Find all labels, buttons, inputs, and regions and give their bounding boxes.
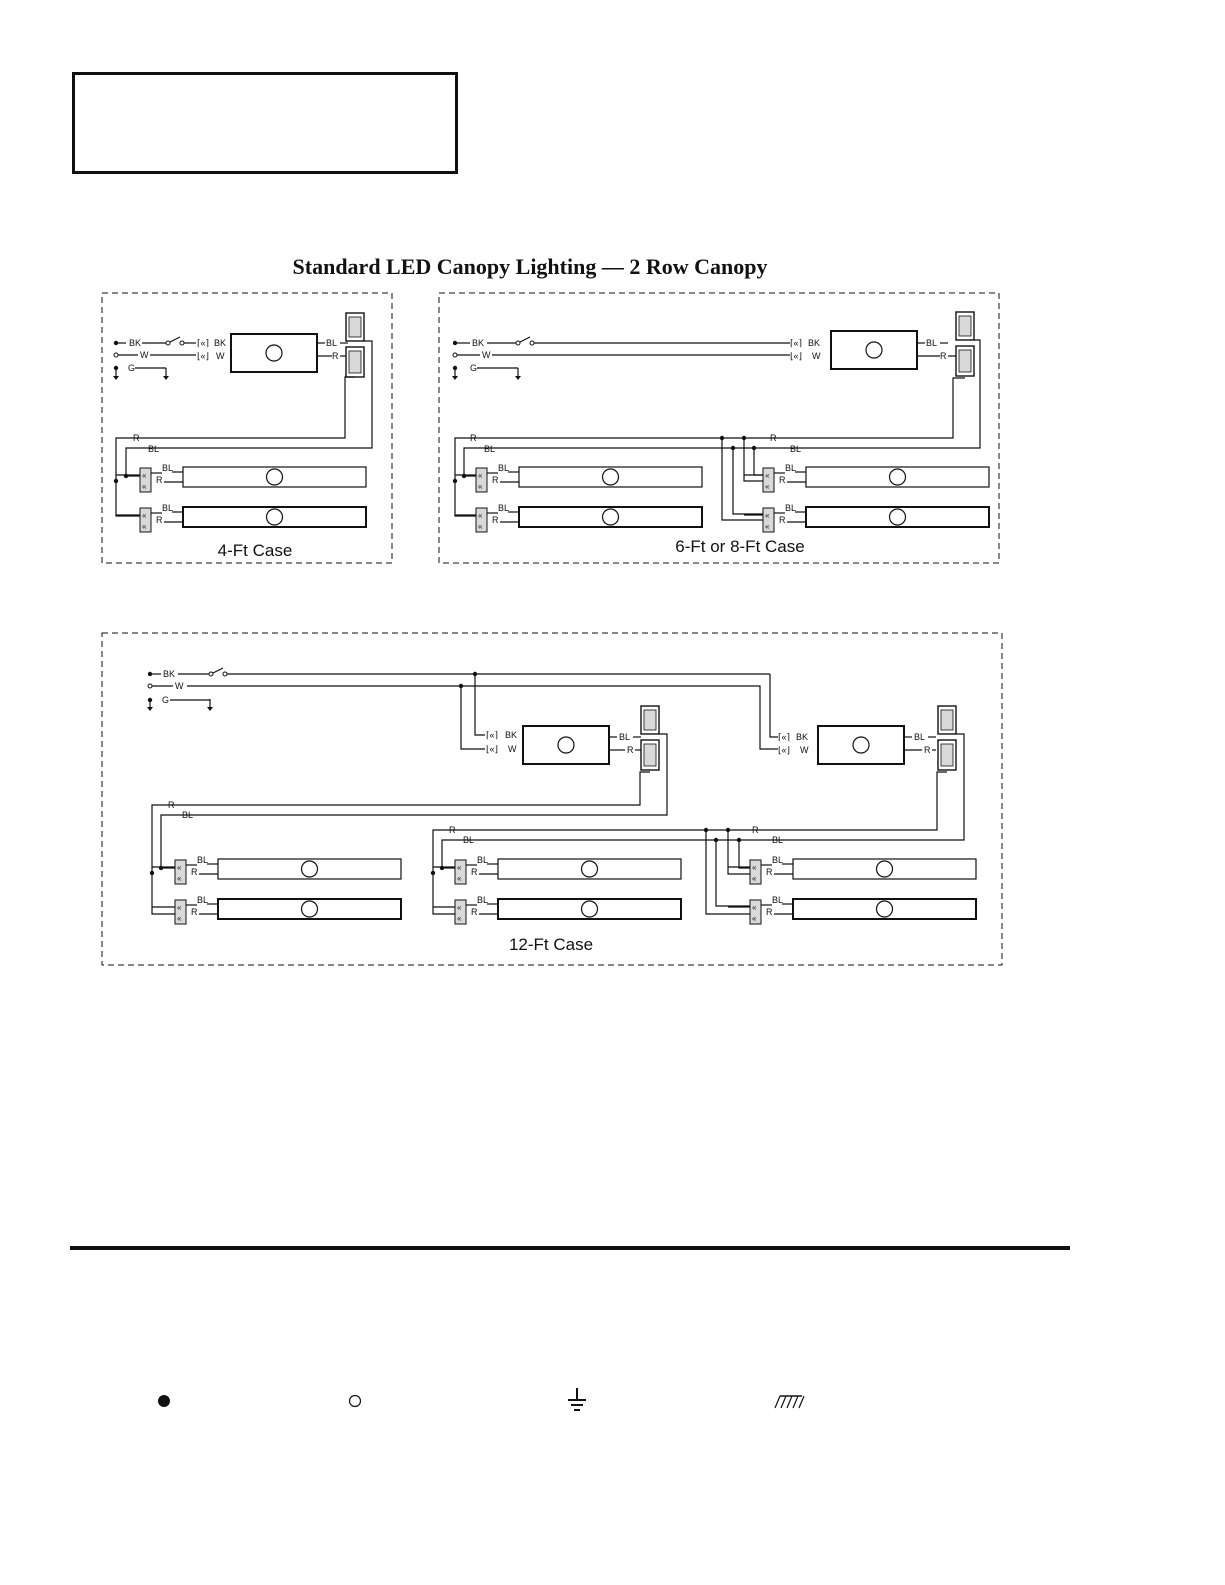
ground-icon (515, 376, 521, 380)
caption-6-8ft-case: 6-Ft or 8-Ft Case (675, 537, 805, 556)
wire-label: BK (129, 338, 142, 348)
panel-6-8ft-case (439, 293, 999, 563)
junction-dot (114, 479, 118, 483)
wire-label: R (779, 515, 786, 525)
wire (433, 772, 947, 914)
wire-label: BL (197, 855, 209, 865)
wire (152, 772, 650, 914)
wire-label: « (478, 522, 483, 531)
wire (770, 674, 778, 737)
wire-label: BK (214, 338, 227, 348)
diagram-title: Standard LED Canopy Lighting — 2 Row Canopy (292, 254, 768, 279)
led-indicator (302, 901, 318, 917)
wire-label: BL (914, 732, 926, 742)
wire-label: R (191, 867, 198, 877)
wire-label: BK (163, 669, 176, 679)
wire-label: « (478, 511, 483, 520)
plug-connector (959, 350, 971, 372)
wire-label: BL (197, 895, 209, 905)
wire-label: BL (477, 855, 489, 865)
wire-label: « (752, 863, 757, 872)
junction-dot (453, 341, 457, 345)
wire-label: BL (772, 895, 784, 905)
led-indicator (877, 901, 893, 917)
wire-label: W (482, 350, 491, 360)
wire-label: « (457, 874, 462, 883)
wire-label: BL (790, 444, 802, 454)
wire-label: ⌊«⌋ (778, 745, 791, 755)
junction-dot (148, 672, 152, 676)
wire-label: « (142, 471, 147, 480)
wire-label: R (471, 907, 478, 917)
plug-connector (349, 317, 361, 337)
wire-label: BL (148, 444, 160, 454)
wire (213, 668, 223, 673)
wire-label: W (800, 745, 809, 755)
plug-connector (349, 351, 361, 373)
led-indicator (582, 861, 598, 877)
plug-connector (941, 710, 953, 730)
wire-label: R (940, 351, 947, 361)
plug-connector (644, 744, 656, 766)
terminal-open (209, 672, 213, 676)
plug-connector (941, 744, 953, 766)
wire-label: W (175, 681, 184, 691)
plug-connector (959, 316, 971, 336)
wire-label: BL (785, 503, 797, 513)
wire-label: G (162, 695, 170, 705)
wire-label: G (470, 363, 478, 373)
wire-label: R (752, 825, 759, 835)
footer-rule (70, 1246, 1070, 1250)
wire (716, 840, 750, 906)
wire-label: R (156, 515, 163, 525)
wire-label: « (752, 903, 757, 912)
wire-label: R (191, 907, 198, 917)
wire-label: ⌈«⌉ (197, 338, 210, 348)
wire-label: R (779, 475, 786, 485)
wire-label: « (177, 863, 182, 872)
wire-label: R (133, 433, 140, 443)
wire-label: ⌈«⌉ (790, 338, 803, 348)
wire-label: BL (484, 444, 496, 454)
junction-dot (150, 871, 154, 875)
wire-label: BK (505, 730, 518, 740)
wire (754, 448, 763, 475)
panel-12ft-case (102, 633, 1002, 965)
wire-label: BL (498, 503, 510, 513)
wire-label: W (140, 350, 149, 360)
terminal-open (453, 353, 457, 357)
wire-label: ⌊«⌋ (790, 351, 803, 361)
terminal-open (114, 353, 118, 357)
wire-label: R (470, 433, 477, 443)
wire-label: R (627, 745, 634, 755)
ground-icon (562, 1386, 592, 1416)
wire-label: BL (463, 835, 475, 845)
wire-label: BL (326, 338, 338, 348)
wire-label: « (752, 914, 757, 923)
wire-label: BK (808, 338, 821, 348)
wire-label: « (765, 482, 770, 491)
wire-label: BL (926, 338, 938, 348)
wire-label: « (765, 471, 770, 480)
wire-label: R (766, 907, 773, 917)
wire-label: ⌈«⌉ (778, 732, 791, 742)
wire-label: BL (785, 463, 797, 473)
wire-label: BK (472, 338, 485, 348)
terminal-open (530, 341, 534, 345)
wire-label: « (142, 482, 147, 491)
wire-label: BL (498, 463, 510, 473)
terminal-open (516, 341, 520, 345)
led-indicator (866, 342, 882, 358)
junction-dot (431, 871, 435, 875)
wire (722, 438, 763, 520)
wire-label: « (752, 874, 757, 883)
wire-label: R (492, 515, 499, 525)
wire-label: « (478, 482, 483, 491)
wire (475, 674, 485, 735)
wire (170, 337, 180, 342)
terminal-open (166, 341, 170, 345)
wire-label: G (128, 363, 136, 373)
led-indicator (558, 737, 574, 753)
ground-icon (147, 707, 153, 711)
panel-4ft-case (102, 293, 392, 563)
wire (455, 378, 965, 516)
led-indicator (603, 469, 619, 485)
wire-label: BL (619, 732, 631, 742)
wire-label: ⌊«⌋ (197, 351, 210, 361)
led-indicator (266, 345, 282, 361)
wire-label: ⌈«⌉ (486, 730, 499, 740)
chassis-ground-icon (770, 1386, 810, 1416)
led-indicator (582, 901, 598, 917)
led-indicator (267, 509, 283, 525)
wire-label: W (508, 744, 517, 754)
led-indicator (877, 861, 893, 877)
wire (739, 840, 750, 868)
caption-4ft-case: 4-Ft Case (217, 541, 293, 560)
wire-label: BL (772, 835, 784, 845)
wire-label: W (812, 351, 821, 361)
wire-label: « (177, 903, 182, 912)
ground-icon (113, 376, 119, 380)
wire-label: BL (772, 855, 784, 865)
wire-label: BL (182, 810, 194, 820)
wire-label: BL (477, 895, 489, 905)
led-indicator (603, 509, 619, 525)
wire-label: « (457, 914, 462, 923)
wire-label: BL (162, 503, 174, 513)
led-indicator (302, 861, 318, 877)
caption-12ft-case: 12-Ft Case (508, 935, 594, 954)
wire-label: R (924, 745, 931, 755)
junction-dot (114, 341, 118, 345)
wire-label: R (492, 475, 499, 485)
wire-label: « (765, 511, 770, 520)
ground-icon (452, 376, 458, 380)
ground-icon (163, 376, 169, 380)
wire-label: BL (162, 463, 174, 473)
wire-label: R (766, 867, 773, 877)
wire-label: R (449, 825, 456, 835)
wire-label: R (156, 475, 163, 485)
wire (461, 686, 485, 749)
terminal-open (180, 341, 184, 345)
terminal-open (148, 684, 152, 688)
led-indicator (853, 737, 869, 753)
wire-label: « (142, 522, 147, 531)
wire-label: R (770, 433, 777, 443)
wire-label: R (332, 351, 339, 361)
wire-label: « (765, 522, 770, 531)
plug-connector (644, 710, 656, 730)
junction-dot (453, 479, 457, 483)
wire (520, 337, 530, 342)
wire-label: « (478, 471, 483, 480)
wire-label: R (168, 800, 175, 810)
open-dot-icon (340, 1386, 370, 1416)
led-indicator (890, 469, 906, 485)
wire-label: « (177, 914, 182, 923)
filled-dot-icon (150, 1386, 180, 1416)
wire-label: BK (796, 732, 809, 742)
wire-label: ⌊«⌋ (486, 744, 499, 754)
wire-label: « (177, 874, 182, 883)
wire-label: W (216, 351, 225, 361)
led-indicator (267, 469, 283, 485)
terminal-open (223, 672, 227, 676)
wire-label: R (471, 867, 478, 877)
wire-label: « (142, 511, 147, 520)
ground-icon (207, 707, 213, 711)
wire-label: « (457, 903, 462, 912)
wire-label: « (457, 863, 462, 872)
led-indicator (890, 509, 906, 525)
